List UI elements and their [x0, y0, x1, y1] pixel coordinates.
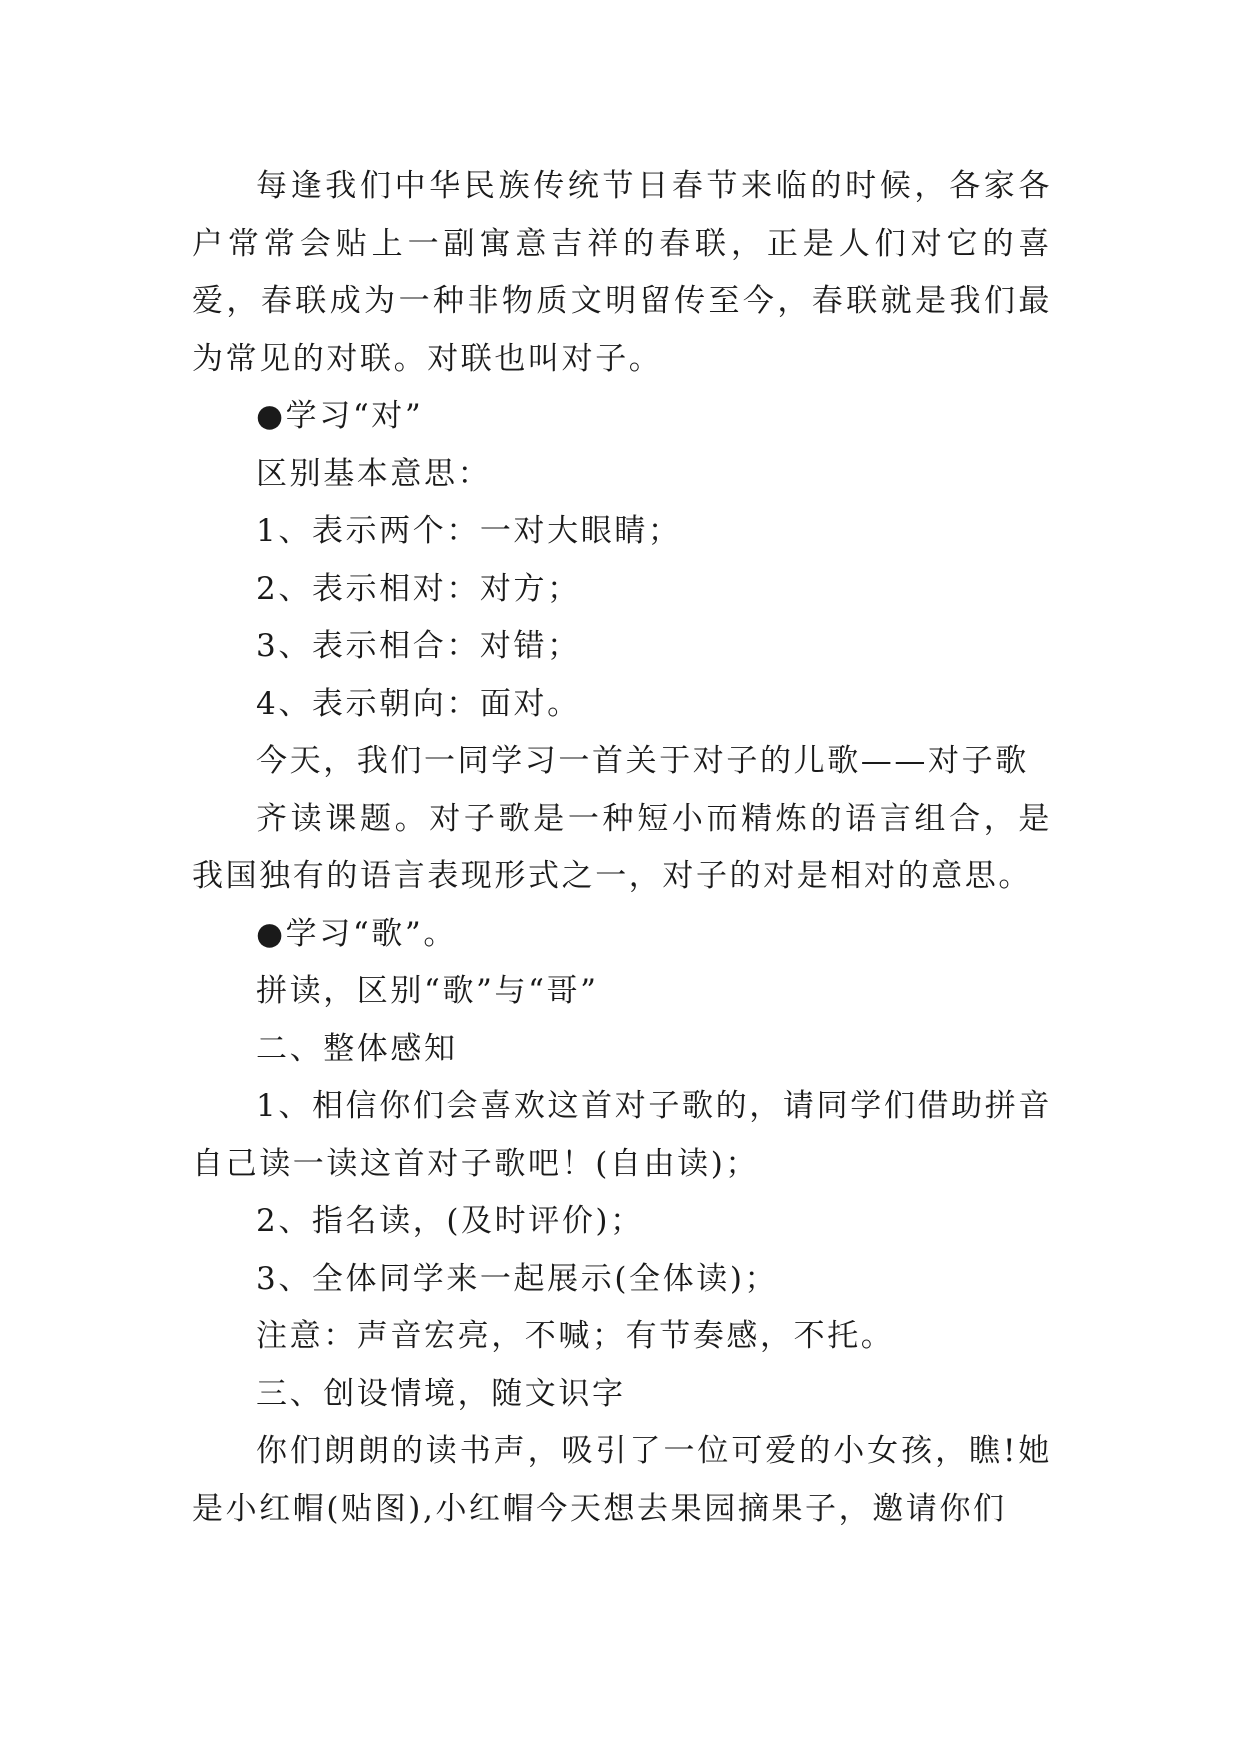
- paragraph-story: 你们朗朗的读书声，吸引了一位可爱的小女孩，瞧!她是小红帽(贴图),小红帽今天想去果园摘果子，邀请你们: [192, 1433, 1052, 1527]
- list-item-step-2: 2、指名读，(及时评价)；: [256, 1203, 644, 1239]
- heading-learn-ge: ●学习“歌”。: [256, 915, 457, 952]
- paragraph-read-title: 齐读课题。对子歌是一种短小而精炼的语言组合，是我国独有的语言表现形式之一，对子的对是相对的意思。: [192, 800, 1052, 894]
- heading-learn-dui: ●学习“对”: [256, 398, 424, 434]
- list-item-meaning-3: 3、表示相合：对错；: [256, 628, 581, 664]
- list-item-meaning-2: 2、表示相对：对方；: [256, 570, 581, 607]
- list-item-step-3: 3、全体同学来一起展示(全体读)；: [256, 1260, 779, 1297]
- section-heading-2: 二、整体感知: [256, 1030, 458, 1067]
- list-item-meaning-1: 1、表示两个：一对大眼睛；: [256, 513, 682, 549]
- paragraph-pinyin: 拼读，区别“歌”与“哥”: [256, 973, 599, 1009]
- paragraph-note: 注意：声音宏亮，不喊；有节奏感，不托。: [256, 1318, 895, 1354]
- paragraph-today: 今天，我们一同学习一首关于对子的儿歌——对子歌: [256, 743, 1029, 779]
- paragraph-meanings-label: 区别基本意思：: [256, 455, 492, 492]
- document-body: [192, 158, 1052, 1538]
- paragraph-intro: 每逢我们中华民族传统节日春节来临的时候，各家各户常常会贴上一副寓意吉祥的春联，正是人们对它的喜爱，春联成为一种非物质文明留传至今，春联就是我们最为常见的对联。对联也叫对子。: [192, 168, 1052, 377]
- list-item-meaning-4: 4、表示朝向：面对。: [256, 685, 581, 722]
- list-item-step-1: 1、相信你们会喜欢这首对子歌的，请同学们借助拼音自己读一读这首对子歌吧！(自由读)；: [192, 1088, 1052, 1182]
- section-heading-3: 三、创设情境，随文识字: [256, 1375, 626, 1412]
